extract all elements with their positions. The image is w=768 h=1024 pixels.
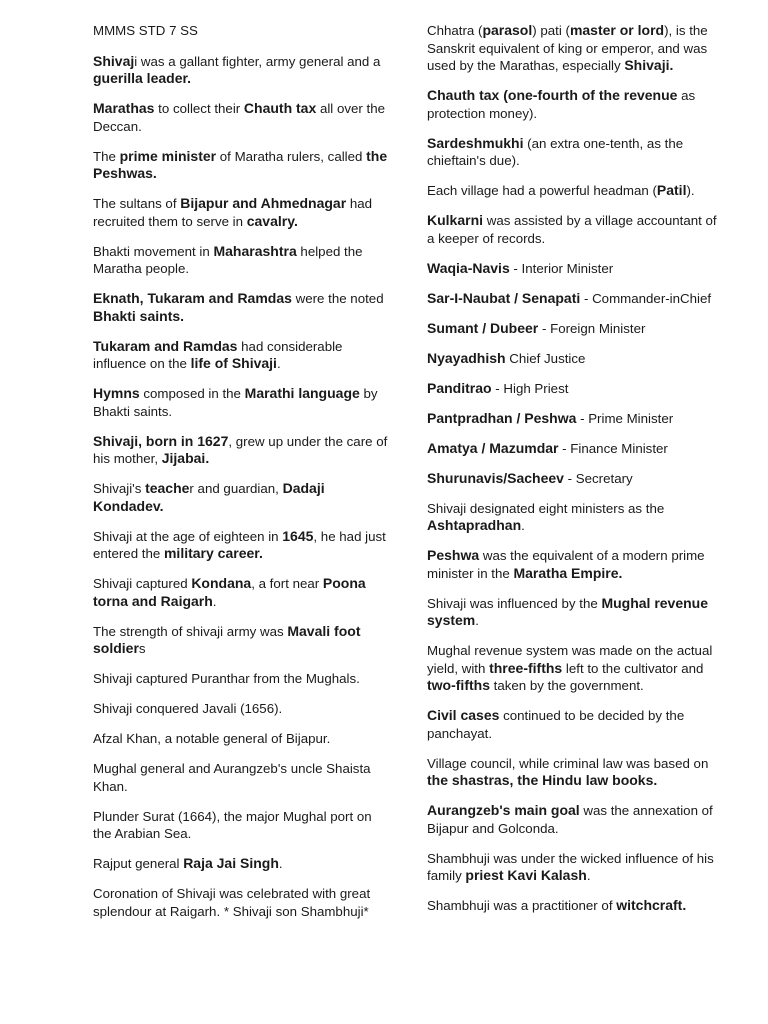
text-run: . — [212, 593, 217, 609]
bold-text: Amatya / Mazumdar — [427, 439, 559, 456]
bold-text: Waqia-Navis — [427, 259, 510, 276]
text-run: - Commander-inChief — [580, 290, 712, 306]
note-paragraph — [427, 547, 719, 582]
note-paragraph — [427, 500, 719, 535]
note-paragraph — [427, 260, 719, 278]
note-paragraph — [93, 885, 388, 920]
bold-text: Marathas — [93, 100, 155, 116]
text-run: helped the Maratha people. — [93, 243, 363, 276]
bold-text: Eknath, Tukaram and Ramdas — [93, 290, 292, 306]
text-run: all over the Deccan. — [93, 101, 385, 134]
text-run: continued to be decided by the panchayat. — [427, 708, 685, 741]
note-paragraph — [427, 595, 719, 630]
text-run: of Maratha rulers, called — [216, 148, 367, 164]
note-paragraph — [427, 380, 719, 398]
bold-text: Patil — [656, 182, 687, 198]
note-paragraph — [93, 53, 388, 88]
note-paragraph — [427, 320, 719, 338]
bold-text: Mughal revenue system — [427, 594, 709, 628]
text-run: . — [475, 613, 479, 628]
note-paragraph — [93, 575, 388, 610]
text-run: r and guardian, — [189, 481, 283, 496]
bold-text: Dadaji Kondadev. — [93, 480, 325, 514]
text-run: Mughal general and Aurangzeb's uncle Shaista Khan. — [93, 761, 371, 794]
bold-text: Raja Jai Singh — [183, 855, 279, 871]
text-run: Shivaji was influenced by the — [427, 595, 602, 611]
note-paragraph — [427, 410, 719, 428]
text-run: Afzal Khan, a notable general of Bijapur. — [93, 731, 331, 746]
note-paragraph — [93, 290, 388, 325]
text-run: Rajput general — [93, 856, 184, 871]
note-paragraph — [427, 897, 719, 915]
bold-text: parasol — [482, 22, 533, 38]
right-paragraphs — [427, 22, 719, 915]
note-paragraph — [427, 290, 719, 308]
note-paragraph — [427, 182, 719, 200]
bold-text: the shastras, the Hindu law books. — [427, 772, 658, 788]
bold-text: Chauth tax (one-fourth of the revenue — [427, 87, 678, 103]
bold-text: Poona torna and Raigarh — [93, 575, 366, 609]
bold-text: Panditrao — [427, 379, 492, 396]
note-paragraph — [93, 433, 388, 468]
text-run: taken by the government. — [489, 678, 644, 693]
note-paragraph — [93, 100, 388, 135]
text-run: - Finance Minister — [558, 440, 668, 456]
text-run: as protection money). — [427, 88, 696, 121]
note-paragraph — [427, 350, 719, 368]
bold-text: teache — [145, 480, 190, 496]
note-paragraph — [93, 730, 388, 748]
note-paragraph — [93, 623, 388, 658]
text-run: Chhatra ( — [427, 23, 483, 38]
text-run: ) pati ( — [532, 23, 570, 38]
note-paragraph — [427, 642, 719, 695]
text-run: - Prime Minister — [576, 410, 674, 426]
text-run: - Foreign Minister — [538, 320, 646, 336]
note-paragraph — [93, 528, 388, 563]
bold-text: Bhakti saints. — [93, 307, 185, 324]
bold-text: Pantpradhan / Peshwa — [427, 409, 577, 426]
note-paragraph — [427, 755, 719, 790]
bold-text: Mavali foot soldier — [93, 622, 361, 656]
bold-text: Sumant / Dubeer — [427, 319, 539, 336]
note-paragraph — [93, 480, 388, 515]
note-paragraph — [93, 760, 388, 795]
bold-text: prime minister — [119, 147, 217, 164]
bold-text: Bijapur and Ahmednagar — [180, 195, 347, 211]
page-heading: MMMS STD 7 SS — [93, 23, 198, 38]
bold-text: priest Kavi Kalash — [465, 867, 587, 883]
text-run: , he had just entered the — [93, 528, 386, 561]
text-run: ). — [686, 183, 695, 198]
bold-text: Kulkarni — [427, 212, 484, 228]
note-paragraph — [93, 148, 388, 183]
text-run: Plunder Surat (1664), the major Mughal port on the Arabian Sea. — [93, 808, 372, 841]
note-paragraph — [427, 87, 719, 122]
note-paragraph — [427, 470, 719, 488]
note-paragraph — [93, 808, 388, 843]
text-run: were the noted — [291, 291, 384, 306]
text-run: left to the cultivator and — [562, 660, 704, 676]
text-run: Shambhuji was under the wicked influence of his family — [427, 850, 714, 883]
text-run: Village council, while criminal law was based on — [427, 755, 709, 771]
text-run: The sultans of — [93, 196, 181, 211]
bold-text: Civil cases — [427, 707, 500, 723]
text-run: composed in the — [139, 386, 245, 401]
bold-text: Shurunavis/Sacheev — [427, 469, 564, 486]
bold-text: witchcraft. — [616, 897, 687, 913]
bold-text: guerilla leader. — [93, 70, 192, 86]
text-run: Each village had a powerful headman ( — [427, 183, 657, 198]
bold-text: Tukaram and Ramdas — [93, 337, 238, 354]
text-run: Coronation of Shivaji was celebrated with great splendour at Raigarh. * Shivaji son Shambhuji* — [93, 886, 371, 919]
text-run: had considerable influence on the — [93, 338, 343, 371]
text-run: Shivaji captured Puranthar from the Mughals. — [93, 671, 360, 686]
bold-text: cavalry. — [246, 212, 298, 229]
text-run: - Secretary — [563, 470, 633, 486]
bold-text: master or lord — [569, 22, 665, 38]
left-paragraphs — [93, 53, 388, 921]
bold-text: Hymns — [93, 385, 140, 401]
text-run: was assisted by a village accountant of a keeper of records. — [427, 213, 717, 246]
bold-text: Chauth tax — [243, 100, 317, 116]
bold-text: Sardeshmukhi — [427, 134, 524, 151]
text-run: . — [586, 868, 591, 883]
bold-text: Shivaji. — [624, 57, 674, 73]
note-paragraph — [427, 440, 719, 458]
bold-text: Ashtapradhan — [427, 517, 522, 533]
note-paragraph — [427, 135, 719, 170]
note-paragraph — [93, 243, 388, 278]
text-run: was the annexation of Bijapur and Golconda. — [427, 803, 713, 836]
note-paragraph — [427, 212, 719, 247]
text-run: . — [276, 356, 281, 371]
note-paragraph — [427, 22, 719, 75]
text-run: s — [138, 641, 146, 656]
bold-text: three-fifths — [489, 659, 563, 676]
note-paragraph — [93, 385, 388, 420]
note-paragraph — [427, 802, 719, 837]
bold-text: 1645 — [282, 527, 314, 544]
bold-text: Jijabai. — [161, 450, 210, 466]
note-paragraph — [93, 700, 388, 718]
text-run: The strength of shivaji army was — [93, 623, 288, 639]
note-paragraph — [93, 670, 388, 688]
bold-text: Peshwa — [427, 547, 480, 563]
text-run: was the equivalent of a modern prime minister in the — [427, 548, 705, 581]
text-run: had recruited them to serve in — [93, 196, 373, 229]
text-run: to collect their — [154, 101, 244, 116]
text-run: i was a gallant fighter, army general and a — [134, 53, 381, 69]
bold-text: two-fifths — [427, 677, 490, 693]
text-run: Chief Justice — [505, 350, 586, 366]
bold-text: military career. — [163, 545, 263, 561]
left-column — [93, 22, 388, 933]
note-paragraph — [93, 338, 388, 373]
text-run: Shambhuji was a practitioner of — [427, 898, 617, 913]
bold-text: Maratha Empire. — [513, 564, 623, 581]
note-paragraph — [427, 850, 719, 885]
bold-text: life of Shivaji — [190, 355, 277, 371]
note-paragraph — [93, 855, 388, 873]
text-run: by Bhakti saints. — [93, 386, 378, 419]
bold-text: Shivaji, born in 1627 — [93, 432, 229, 449]
bold-text: Maharashtra — [213, 242, 297, 259]
text-run: Shivaji captured — [93, 576, 192, 591]
note-paragraph — [427, 707, 719, 742]
text-run: . — [521, 518, 525, 533]
text-run: Shivaji's — [93, 481, 146, 496]
text-run: Shivaji designated eight ministers as the — [427, 500, 665, 516]
bold-text: Shivaj — [93, 52, 135, 69]
note-paragraph — [93, 195, 388, 230]
bold-text: the Peshwas. — [93, 147, 388, 181]
text-run: Shivaji conquered Javali (1656). — [93, 701, 283, 716]
bold-text: Sar-I-Naubat / Senapati — [427, 289, 581, 306]
text-run: - Interior Minister — [509, 260, 614, 276]
text-run: Shivaji at the age of eighteen in — [93, 528, 283, 544]
text-run: , a fort near — [251, 576, 323, 591]
bold-text: Kondana — [191, 575, 252, 591]
text-run: The — [93, 148, 120, 164]
bold-text: Aurangzeb's main goal — [427, 802, 580, 818]
right-column — [427, 22, 719, 927]
text-run: - High Priest — [491, 380, 569, 396]
text-run: . — [278, 856, 283, 871]
text-run: , grew up under the care of his mother, — [93, 433, 388, 466]
bold-text: Marathi language — [244, 385, 360, 401]
text-run: Mughal revenue system was made on the actual yield, with — [427, 643, 713, 676]
text-run: ), is the Sanskrit equivalent of king or emperor, and was used by the Marathas, especially — [427, 23, 708, 73]
bold-text: Nyayadhish — [427, 349, 506, 366]
text-run: Bhakti movement in — [93, 243, 214, 259]
text-run: (an extra one-tenth, as the chieftain's due). — [427, 135, 684, 168]
